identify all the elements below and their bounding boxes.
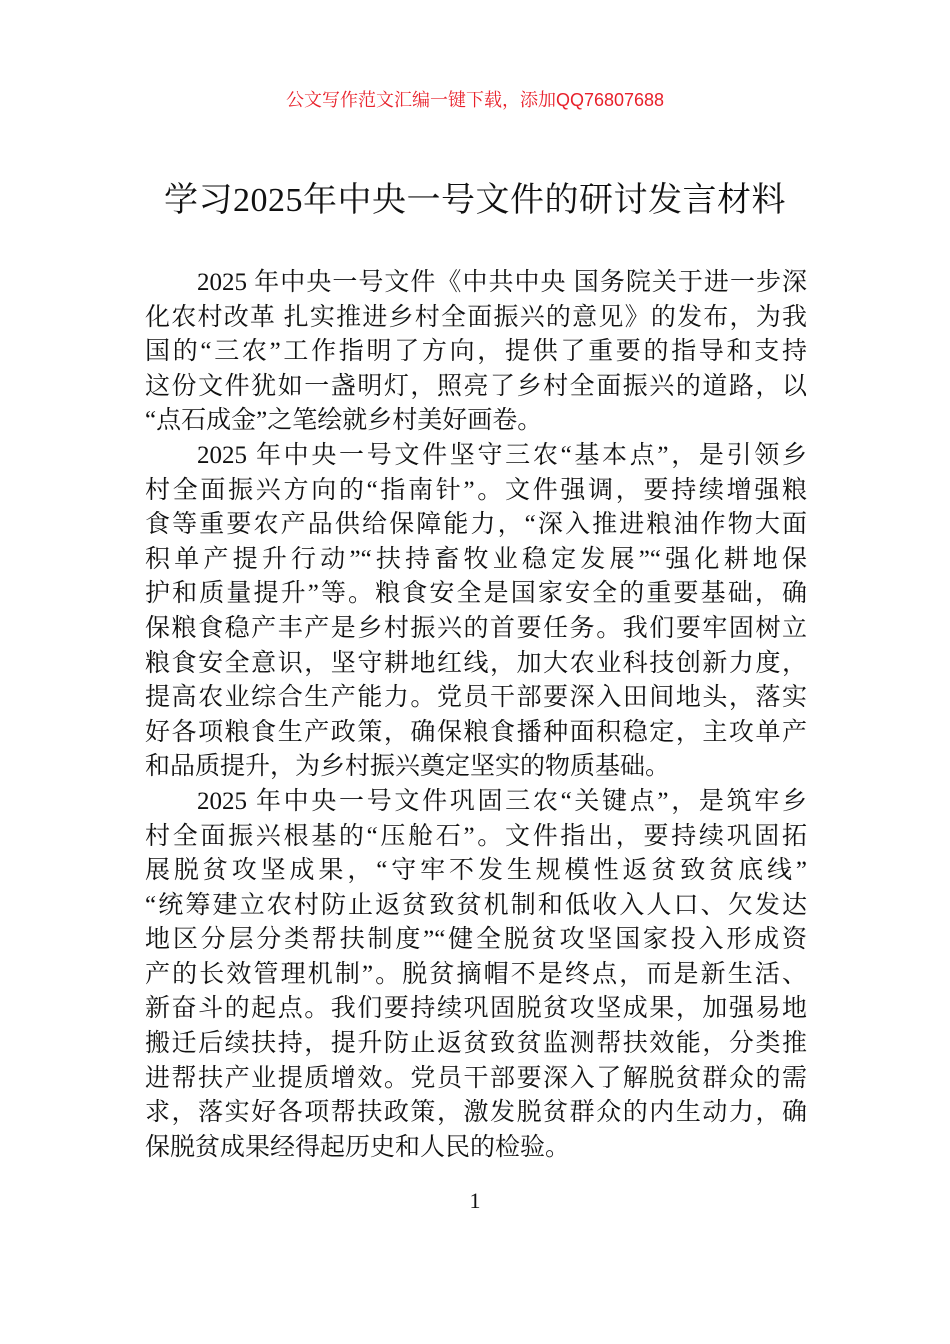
text-line: 搬迁后续扶持，提升防止返贫致贫监测帮扶效能，分类推 [145, 1030, 807, 1058]
text-line: 食等重要农产品供给保障能力，“深入推进粮油作物大面 [145, 511, 807, 539]
text-line: 村全面振兴根基的“压舱石”。文件指出，要持续巩固拓 [145, 822, 807, 850]
paragraph [145, 439, 807, 785]
text-line: 2025 年中央一号文件巩固三农“关键点”，是筑牢乡 [197, 787, 807, 815]
document-title: 学习2025年中央一号文件的研讨发言材料 [164, 182, 786, 219]
text-line: 新奋斗的起点。我们要持续巩固脱贫攻坚成果，加强易地 [145, 995, 807, 1023]
page-number: 1 [469, 1188, 481, 1213]
document-body [145, 266, 807, 1165]
text-line: “统筹建立农村防止返贫致贫机制和低收入人口、欠发达 [145, 891, 807, 919]
text-line: 护和质量提升”等。粮食安全是国家安全的重要基础，确 [145, 580, 807, 608]
text-line: 产的长效管理机制”。脱贫摘帽不是终点，而是新生活、 [145, 960, 807, 988]
text-line: 国的“三农”工作指明了方向，提供了重要的指导和支持 [145, 338, 807, 366]
text-line: 村全面振兴方向的“指南针”。文件强调，要持续增强粮 [145, 476, 807, 504]
text-line: 求，落实好各项帮扶政策，激发脱贫群众的内生动力，确 [145, 1099, 807, 1127]
text-line: 积单产提升行动”“扶持畜牧业稳定发展”“强化耕地保 [145, 545, 807, 573]
text-line: 展脱贫攻坚成果，“守牢不发生规模性返贫致贫底线” [145, 857, 807, 885]
text-line: 保粮食稳产丰产是乡村振兴的首要任务。我们要牢固树立 [145, 614, 807, 642]
text-line: 好各项粮食生产政策，确保粮食播种面积稳定，主攻单产 [145, 718, 807, 746]
text-line: 保脱贫成果经得起历史和人民的检验。 [145, 1133, 571, 1161]
text-line: 2025 年中央一号文件《中共中央 国务院关于进一步深 [197, 269, 807, 296]
watermark-header: 公文写作范文汇编一键下载，添加QQ76807688 [285, 90, 665, 110]
text-line: 地区分层分类帮扶制度”“健全脱贫攻坚国家投入形成资 [145, 926, 807, 954]
paragraph [145, 785, 807, 1166]
text-line: 和品质提升，为乡村振兴奠定坚实的物质基础。 [145, 753, 671, 781]
text-line: “点石成金”之笔绘就乡村美好画卷。 [145, 407, 543, 435]
text-line: 化农村改革 扎实推进乡村全面振兴的意见》的发布，为我 [145, 303, 807, 331]
text-line: 进帮扶产业提质增效。党员干部要深入了解脱贫群众的需 [145, 1064, 807, 1092]
paragraph [145, 266, 807, 439]
text-line: 2025 年中央一号文件坚守三农“基本点”，是引领乡 [197, 441, 807, 469]
text-line: 提高农业综合生产能力。党员干部要深入田间地头，落实 [145, 684, 807, 712]
text-line: 粮食安全意识，坚守耕地红线，加大农业科技创新力度， [145, 649, 807, 677]
text-line: 这份文件犹如一盏明灯，照亮了乡村全面振兴的道路，以 [145, 372, 807, 400]
